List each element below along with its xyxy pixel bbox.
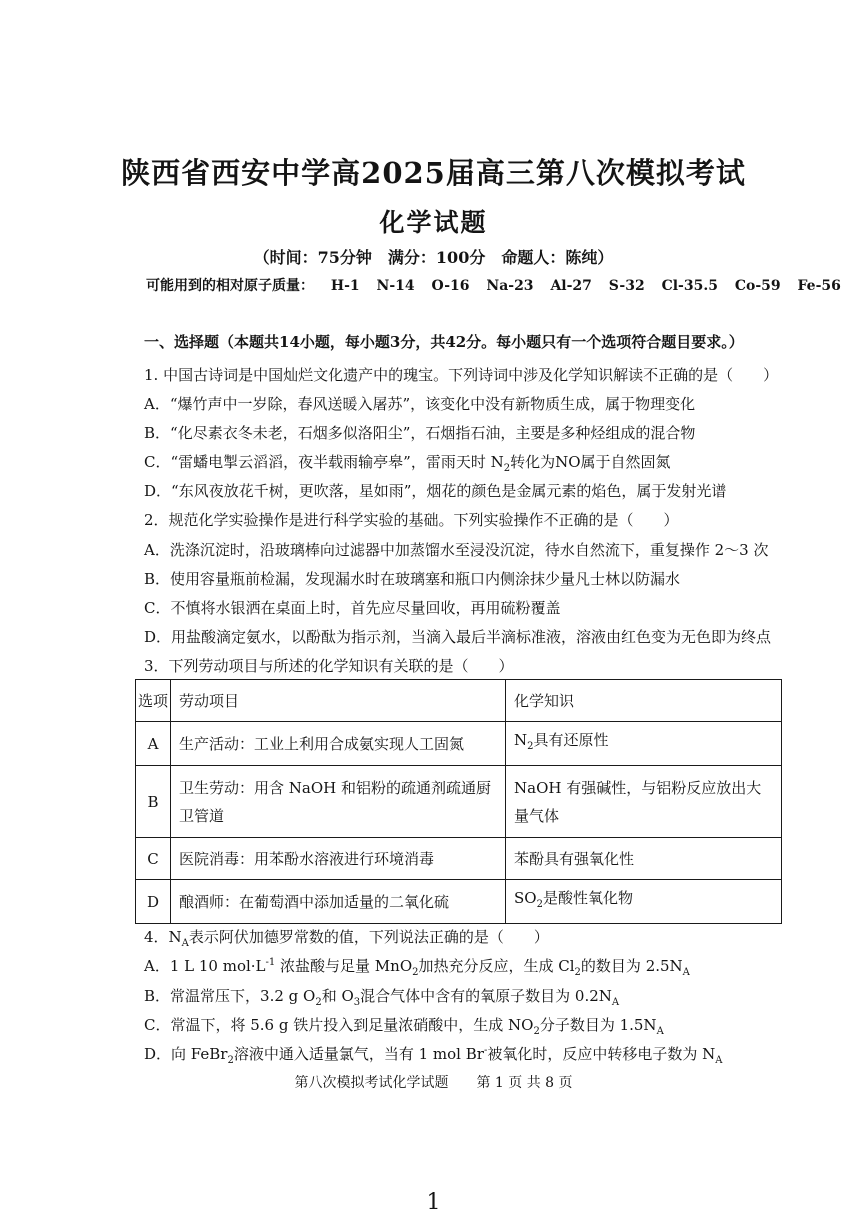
subscript: A xyxy=(656,1026,664,1037)
superscript: - xyxy=(483,1045,488,1056)
row-chem-text: 是酸性氧化物 xyxy=(542,889,633,907)
row-labor: 卫生劳动：用含 NaOH 和铝粉的疏通剂疏通厨卫管道 xyxy=(171,766,506,838)
table-row xyxy=(136,880,782,924)
subscript: 2 xyxy=(574,967,581,978)
page-number: 1 xyxy=(426,1190,441,1215)
q4-option-a-text: A．1 L 10 mol·L xyxy=(144,957,266,975)
row-chem xyxy=(506,838,782,880)
atom-mass: H-1 xyxy=(330,278,360,294)
row-chem xyxy=(506,880,782,924)
table-row xyxy=(136,766,782,838)
q2-stem: 2．规范化学实验操作是进行科学实验的基础。下列实验操作不正确的是（ ） xyxy=(144,511,679,529)
row-chem xyxy=(506,766,782,838)
q4-option-c-text: C．常温下，将 5.6 g 铁片投入到足量浓硝酸中，生成 NO xyxy=(144,1016,534,1034)
q4-option-a-text: 的数目为 2.5N xyxy=(580,957,683,975)
atom-mass: Cl-35.5 xyxy=(661,278,718,294)
q2-option-c: C．不慎将水银洒在桌面上时，首先应尽量回收，再用硫粉覆盖 xyxy=(144,599,561,617)
row-labor: 酿酒师：在葡萄酒中添加适量的二氧化硫 xyxy=(171,880,506,924)
exam-meta: （时间：75分钟 满分：100分 命题人：陈纯） xyxy=(253,248,614,267)
table-header-labor: 劳动项目 xyxy=(171,680,506,722)
q1-option-a: A．“爆竹声中一岁除，春风送暖入屠苏”，该变化中没有新物质生成，属于物理变化 xyxy=(144,395,696,413)
subscript: 2 xyxy=(527,741,534,752)
subject-title: 化学试题 xyxy=(379,208,488,237)
q3-stem: 3．下列劳动项目与所述的化学知识有关联的是（ ） xyxy=(144,657,514,675)
subscript: 2 xyxy=(536,899,543,910)
q1-option-b: B．“化尽素衣冬未老，石烟多似洛阳尘”，石烟指石油，主要是多种烃组成的混合物 xyxy=(144,424,696,442)
q4-option-a-text: 加热充分反应，生成 Cl xyxy=(418,957,575,975)
q4-option-a-text: 浓盐酸与足量 MnO xyxy=(275,957,413,975)
q1-stem: 1. 中国古诗词是中国灿烂文化遗产中的瑰宝。下列诗词中涉及化学知识解读不正确的是（ ） xyxy=(144,366,779,384)
q3-table xyxy=(135,679,782,924)
atomic-masses-label: 可能用到的相对原子质量： xyxy=(146,278,314,294)
row-option: D xyxy=(136,880,171,924)
q1-option-c-text: 转化为NO属于自然固氮 xyxy=(510,453,671,471)
table-row xyxy=(136,838,782,880)
atom-mass: Fe-56 xyxy=(797,278,841,294)
row-chem xyxy=(506,722,782,766)
q4-option-b-text: 和 O xyxy=(321,987,354,1005)
row-chem-text: NaOH 有强碱性，与铝粉反应放出大量气体 xyxy=(514,778,762,825)
subscript: 2 xyxy=(315,997,322,1008)
subscript: 2 xyxy=(533,1026,540,1037)
q4-option-c xyxy=(144,1014,847,1037)
q4-option-d xyxy=(144,1043,847,1066)
subscript: A xyxy=(181,938,189,949)
q2-option-b: B．使用容量瓶前检漏，发现漏水时在玻璃塞和瓶口内侧涂抹少量凡士林以防漏水 xyxy=(144,570,681,588)
q4-option-d-text: D．向 FeBr xyxy=(144,1045,228,1063)
atom-mass: S-32 xyxy=(608,278,645,294)
row-option: B xyxy=(136,766,171,838)
subscript: 2 xyxy=(503,463,511,474)
subscript: A xyxy=(715,1055,723,1066)
table-row xyxy=(136,722,782,766)
q1-option-c-text: C．“雷蟠电掣云滔滔，夜半载雨输亭皋”，雷雨天时 N xyxy=(144,453,504,471)
row-option: A xyxy=(136,722,171,766)
superscript: -1 xyxy=(265,957,276,968)
table-header-row xyxy=(136,680,782,722)
q4-stem-text: 4．N xyxy=(144,928,182,946)
atom-mass: N-14 xyxy=(376,278,415,294)
subscript: 3 xyxy=(353,997,361,1008)
q4-option-d-text: 被氧化时，反应中转移电子数为 N xyxy=(487,1045,716,1063)
atom-mass: Na-23 xyxy=(486,278,534,294)
subscript: A xyxy=(682,967,690,978)
q4-stem-text: 表示阿伏加德罗常数的值，下列说法正确的是（ ） xyxy=(188,928,549,946)
q4-option-b-text: B．常温常压下，3.2 g O xyxy=(144,987,316,1005)
row-chem-text: N xyxy=(514,731,528,749)
exam-title: 陕西省西安中学高2025届高三第八次模拟考试 xyxy=(121,156,746,190)
q4-option-a xyxy=(144,955,847,978)
row-chem-text: SO xyxy=(514,889,537,907)
atom-mass: Co-59 xyxy=(734,278,781,294)
subscript: 2 xyxy=(227,1055,234,1066)
row-option: C xyxy=(136,838,171,880)
row-labor: 生产活动：工业上利用合成氨实现人工固氮 xyxy=(171,722,506,766)
row-labor: 医院消毒：用苯酚水溶液进行环境消毒 xyxy=(171,838,506,880)
q4-option-b-text: 混合气体中含有的氧原子数目为 0.2N xyxy=(360,987,612,1005)
atomic-masses xyxy=(146,275,847,295)
row-chem-text: 具有还原性 xyxy=(533,731,609,749)
q1-option-d: D．“东风夜放花千树，更吹落，星如雨”，烟花的颜色是金属元素的焰色，属于发射光谱 xyxy=(144,482,727,500)
table-header-option: 选项 xyxy=(136,680,171,722)
section-heading: 一、选择题（本题共14小题，每小题3分，共42分。每小题只有一个选项符合题目要求。） xyxy=(144,333,744,351)
atom-mass: O-16 xyxy=(431,278,470,294)
page-footer: 第八次模拟考试化学试题 第 1 页 共 8 页 xyxy=(294,1075,573,1091)
q2-option-d: D．用盐酸滴定氨水，以酚酞为指示剂，当滴入最后半滴标准液，溶液由红色变为无色即为终点 xyxy=(144,628,772,646)
row-chem-text: 苯酚具有强氧化性 xyxy=(514,849,635,868)
q4-option-d-text: 溶液中通入适量氯气，当有 1 mol Br xyxy=(233,1045,484,1063)
subscript: A xyxy=(611,997,620,1008)
table-header-chem: 化学知识 xyxy=(506,680,782,722)
q4-stem xyxy=(144,926,847,949)
subscript: 2 xyxy=(412,967,419,978)
atom-mass: Al-27 xyxy=(550,278,592,294)
q4-option-b xyxy=(144,985,847,1008)
q1-option-c xyxy=(144,451,847,474)
q4-option-c-text: 分子数目为 1.5N xyxy=(539,1016,657,1034)
q2-option-a: A．洗涤沉淀时，沿玻璃棒向过滤器中加蒸馏水至浸没沉淀，待水自然流下，重复操作 2～3 次 xyxy=(144,541,769,559)
